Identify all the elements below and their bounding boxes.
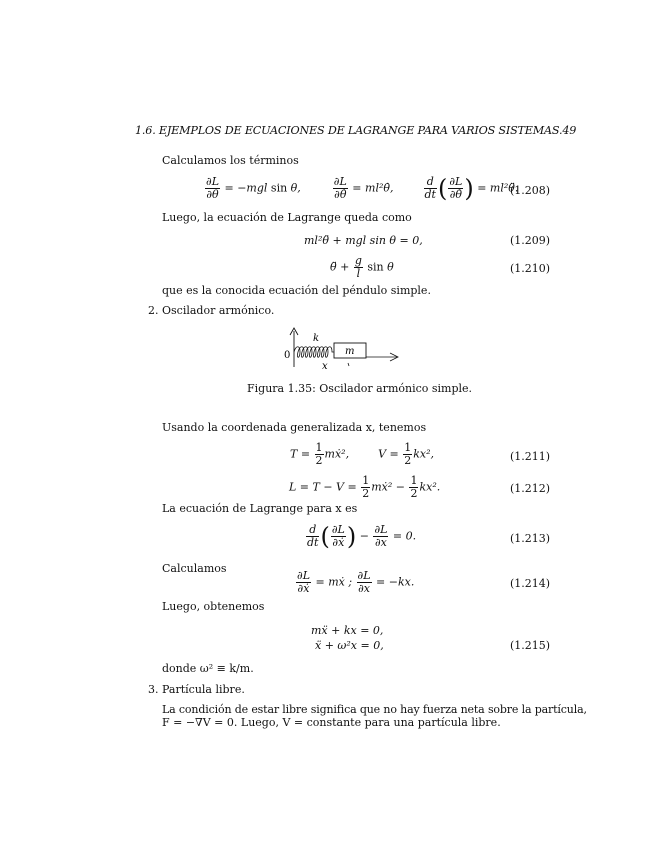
list-item-number-3: 3. <box>148 683 159 696</box>
running-header: 1.6. EJEMPLOS DE ECUACIONES DE LAGRANGE PARA VARIOS SISTEMAS.49 <box>135 124 577 137</box>
equation-1215-line1: mẍ + kx = 0, <box>311 624 384 637</box>
paragraph-coordenada: Usando la coordenada generalizada x, tenemos <box>162 421 427 434</box>
paragraph-pendulo: que es la conocida ecuación del péndulo simple. <box>162 284 431 297</box>
equation-number-1215: (1.215) <box>510 639 551 652</box>
paragraph-calculamos: Calculamos <box>162 562 227 575</box>
equation-1208: $\frac{\partial L}{\partial\theta}$ = −mgl sin θ, $\frac{\partial L}{\partial\thetȧ}$ = ml²θ̇, $\frac{d}{dt}$ ( $\frac{\partial L}{\partial\thetȧ}$ ) = ml²θ̈. <box>206 174 519 203</box>
label-x: x <box>322 361 328 371</box>
paragraph-calculamos-terminos: Calculamos los términos <box>162 154 299 167</box>
label-m: m <box>345 346 355 357</box>
equation-number-1214: (1.214) <box>510 577 551 590</box>
paragraph-lagrange-x: La ecuación de Lagrange para x es <box>162 502 358 515</box>
equation-number-1210: (1.210) <box>510 262 551 275</box>
label-origin: 0 <box>284 350 291 361</box>
equation-number-1212: (1.212) <box>510 482 551 495</box>
equation-1212: L = T − V = $\frac{1}{2}$ mẋ² − $\frac{1}{2}$ kx². <box>289 474 441 500</box>
paragraph-libre-line2: F = −∇V = 0. Luego, V = constante para una partícula libre. <box>162 716 501 729</box>
figure-caption: Figura 1.35: Oscilador armónico simple. <box>247 382 473 395</box>
equation-1210: θ̈ + $\frac{g}{l}$ sin θ <box>330 254 394 280</box>
label-k: k <box>313 333 320 344</box>
equation-number-1213: (1.213) <box>510 532 551 545</box>
equation-number-1209: (1.209) <box>510 234 551 247</box>
equation-1209: ml²θ̈ + mgl sin θ = 0, <box>304 234 423 247</box>
equation-number-1208: (1.208) <box>510 184 551 197</box>
equation-1215-line2: ẍ + ω²x = 0, <box>315 639 384 652</box>
paragraph-donde: donde ω² ≡ k/m. <box>162 662 254 675</box>
equation-1211: T = $\frac{1}{2}$ mẋ², V = $\frac{1}{2}$ kx², <box>290 441 435 467</box>
equation-1214: $\frac{\partial L}{\text{∂ẋ}}$ = mẋ ; $\frac{\partial L}{\partial x}$ = −kx. <box>297 569 415 595</box>
paragraph-luego-lagrange: Luego, la ecuación de Lagrange queda como <box>162 211 412 224</box>
list-item-title-oscilador: Oscilador armónico. <box>162 304 275 317</box>
paragraph-obtenemos: Luego, obtenemos <box>162 600 265 613</box>
equation-1213: $\frac{d}{dt}$ ( $\frac{\partial L}{\text{∂ẋ}}$ ) − $\frac{\partial L}{\partial x}$ = 0. <box>307 522 417 551</box>
paragraph-libre-line1: La condición de estar libre significa que no hay fuerza neta sobre la partícula, <box>162 703 587 716</box>
list-item-title-particula: Partícula libre. <box>162 683 245 696</box>
list-item-number-2: 2. <box>148 304 159 317</box>
figure-harmonic-oscillator <box>282 325 402 371</box>
spring-shape <box>294 347 336 358</box>
equation-number-1211: (1.211) <box>510 450 551 463</box>
